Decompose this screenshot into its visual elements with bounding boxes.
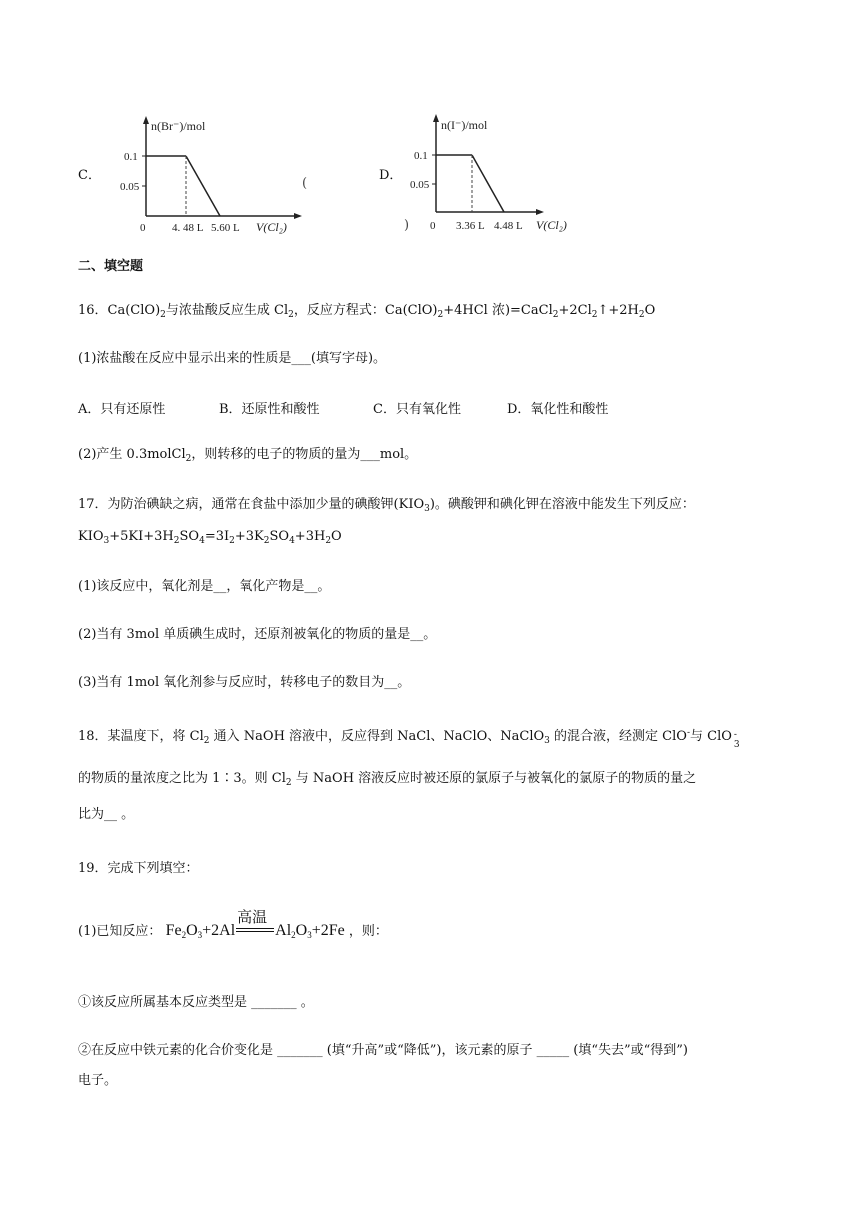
q19-item2-line1: ②在反应中铁元素的化合价变化是 _______ (填“升高”或“降低”)，该元素的原子 _____ (填“失去”或“得到”)	[78, 1043, 688, 1058]
q19-sub1: (1)已知反应： $Fe_2O_3+2Al$ 高温 $Al_2O_3+2Fe$ ，则：	[78, 908, 388, 940]
q16-option-b: B．还原性和酸性	[219, 402, 320, 417]
section-title: 二、填空题	[78, 259, 144, 274]
q16-stem: 16．$Ca(ClO)_2$与浓盐酸反应生成 $Cl_2$，反应方程式：$Ca(ClO)_2+4HCl$ 浓)$=CaCl_2+2Cl_2↑+2H_2O$	[78, 303, 656, 320]
graph-c-y-tick-2: 0.05	[120, 181, 140, 193]
q19-item1: ①该反应所属基本反应类型是 _______ 。	[78, 995, 314, 1010]
q16-sub2: (2)产生 0.3molCl$_2$，则转移的电子的物质的量为___mol。	[78, 447, 418, 464]
graph-d-x-label: V(Cl₂)	[536, 218, 567, 232]
q19-stem: 19．完成下列填空：	[78, 861, 199, 876]
graph-d-x-tick-2: 4.48 L	[494, 220, 523, 232]
graph-d-x-tick-0: 0	[430, 220, 436, 232]
q16-option-a: A．只有还原性	[78, 402, 166, 417]
graph-c-y-tick-1: 0.1	[124, 151, 138, 163]
option-c-letter: C．	[78, 168, 101, 183]
q16-option-c: C．只有氧化性	[373, 402, 461, 417]
graph-d-y-label: n(I⁻)/mol	[441, 118, 488, 132]
q19-item2-line2: 电子。	[78, 1073, 118, 1088]
graph-d-stray-mark: )	[404, 218, 410, 233]
graph-c	[122, 116, 302, 236]
graph-c-stray-mark: (	[302, 176, 308, 191]
q18-line2: 的物质的量浓度之比为 1∶3。则 $Cl_2$ 与 NaOH 溶液反应时被还原的氯原子与被氧化的氯原子的物质的量之	[78, 771, 697, 788]
q17-equation: $KIO_3+5KI+3H_2SO_4=3I_2+3K_2SO_4+3H_2O$	[78, 529, 342, 546]
q18-line1: 18．某温度下，将 $Cl_2$ 通入 NaOH 溶液中，反应得到 NaCl、NaClO、NaClO$_3$ 的混合液，经测定 ClO-与 ClO - 3	[78, 728, 740, 750]
q17-sub1: (1)该反应中，氧化剂是__，氧化产物是__。	[78, 579, 331, 594]
option-d-letter: D．	[379, 168, 403, 183]
q17-stem: 17．为防治碘缺之病，通常在食盐中添加少量的碘酸钾$(KIO_3)$。碘酸钾和碘化钾在溶液中能发生下列反应：	[78, 497, 695, 514]
q19-equation: $Fe_2O_3+2Al$ 高温 $Al_2O_3+2Fe$	[165, 908, 345, 940]
graph-d-y-tick-2: 0.05	[410, 179, 430, 191]
q18-line3: 比为__ 。	[78, 807, 135, 822]
graph-d-x-tick-1: 3.36 L	[456, 220, 485, 232]
graph-c-x-tick-2: 5.60 L	[211, 222, 240, 234]
q17-sub2: (2)当有 3mol 单质碘生成时，还原剂被氧化的物质的量是__。	[78, 627, 437, 642]
q16-option-d: D．氧化性和酸性	[507, 402, 609, 417]
graph-d-y-tick-1: 0.1	[414, 150, 428, 162]
reaction-condition: 高温	[236, 922, 274, 940]
graph-c-y-label: n(Br⁻)/mol	[151, 119, 206, 133]
graph-c-x-label: V(Cl₂)	[256, 220, 287, 234]
graph-c-x-tick-0: 0	[140, 222, 146, 234]
q16-sub1: (1)浓盐酸在反应中显示出来的性质是___(填写字母)。	[78, 351, 387, 366]
graph-d	[412, 114, 592, 234]
q17-sub3: (3)当有 1mol 氧化剂参与反应时，转移电子的数目为__。	[78, 675, 411, 690]
graph-c-x-tick-1: 4. 48 L	[172, 222, 204, 234]
